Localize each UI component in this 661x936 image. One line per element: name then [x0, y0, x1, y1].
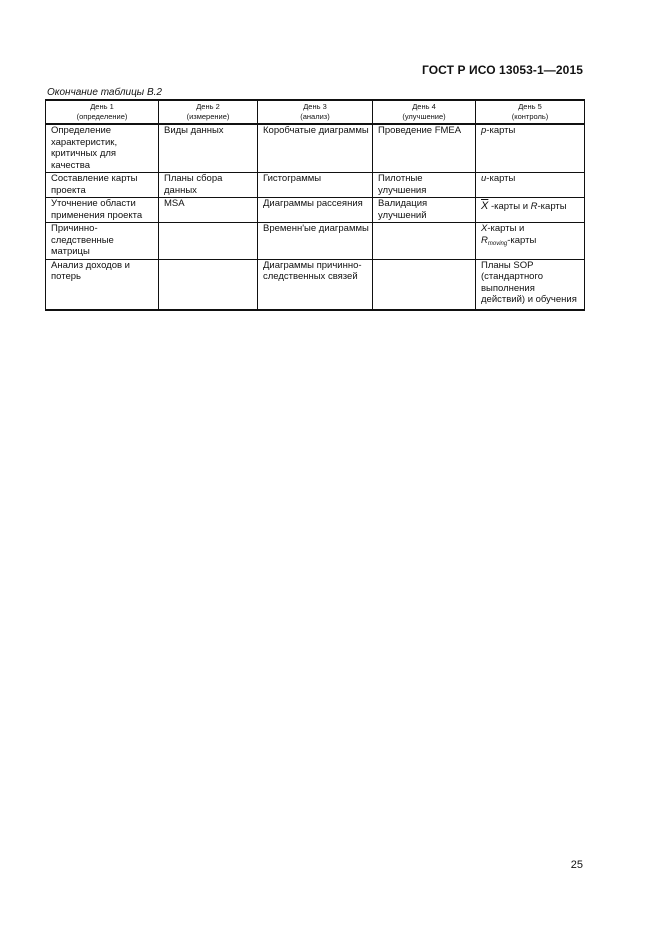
- header-day-3: День 3 (анализ): [258, 100, 373, 124]
- document-code: ГОСТ Р ИСО 13053-1—2015: [421, 63, 583, 77]
- header-day-5: День 5 (контроль): [476, 100, 585, 124]
- table-row: [46, 124, 585, 173]
- table-cell: Планы сбора данных: [159, 173, 258, 198]
- x-bar-symbol: $\overline{X}$: [481, 200, 489, 212]
- header-day-1: День 1 (определение): [46, 100, 159, 124]
- table-row: [46, 173, 585, 198]
- table-cell: u-карты: [476, 173, 585, 198]
- table-cell: [159, 223, 258, 260]
- table-caption: Окончание таблицы В.2: [47, 87, 162, 98]
- table-cell: [373, 259, 476, 310]
- table-cell: X-карты и $R_{moving}$-карты: [476, 223, 585, 260]
- table-header-row: [46, 100, 585, 124]
- table-cell: Валидация улучшений: [373, 198, 476, 223]
- table-row: [46, 223, 585, 260]
- table-cell: Коробчатые диаграммы: [258, 124, 373, 173]
- table-cell: p-карты: [476, 124, 585, 173]
- table-cell: Причинно-следственные матрицы: [46, 223, 159, 260]
- table-cell: Диаграммы причинно-следственных связей: [258, 259, 373, 310]
- table-cell: $\overline{X}$ -карты и R-карты: [476, 198, 585, 223]
- table-cell: Временн'ые диаграммы: [258, 223, 373, 260]
- table-row: [46, 198, 585, 223]
- table-cell: Виды данных: [159, 124, 258, 173]
- table-cell: Уточнение области применения проекта: [46, 198, 159, 223]
- table-cell: Определение характеристик, критичных для качества: [46, 124, 159, 173]
- table-row: [46, 259, 585, 310]
- table-cell: Проведение FMEA: [373, 124, 476, 173]
- table-cell: Диаграммы рассеяния: [258, 198, 373, 223]
- header-day-2: День 2 (измерение): [159, 100, 258, 124]
- table-cell: Анализ доходов и потерь: [46, 259, 159, 310]
- schedule-table: [45, 99, 585, 311]
- table-cell: [159, 259, 258, 310]
- table-cell: Пилотные улучшения: [373, 173, 476, 198]
- table-cell: MSA: [159, 198, 258, 223]
- table-cell: Планы SOP (стандартного выполнения действий) и обучения: [476, 259, 585, 310]
- page-number: 25: [570, 859, 583, 871]
- table-cell: Гистограммы: [258, 173, 373, 198]
- table-cell: [373, 223, 476, 260]
- table-cell: Составление карты проекта: [46, 173, 159, 198]
- header-day-4: День 4 (улучшение): [373, 100, 476, 124]
